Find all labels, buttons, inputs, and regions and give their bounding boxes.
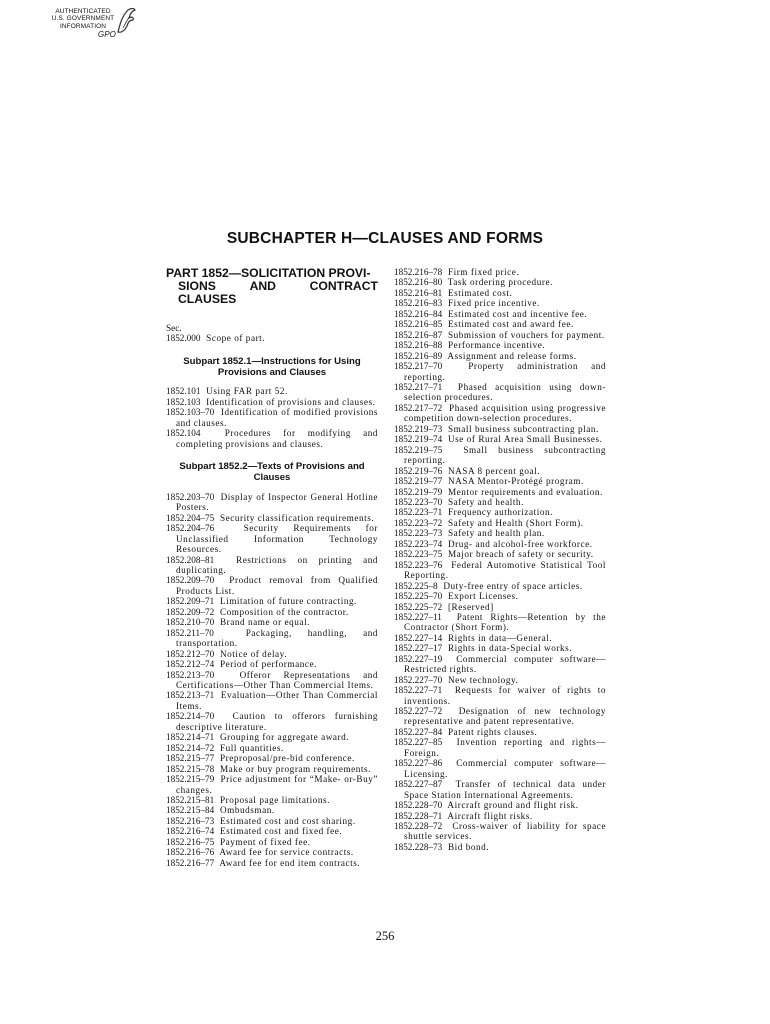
section-title: Frequency authorization. [447,507,553,518]
part-title-line-3: CLAUSES [178,292,237,307]
section-title: Display of Inspector General Hotline Posters. [176,491,378,513]
section-number: 1852.216–85 [394,319,443,330]
section-number: 1852.216–76 [166,847,215,858]
toc-entry [394,403,606,424]
section-title: Security classification requirements. [219,512,375,523]
section-title: Composition of the contractor. [219,606,349,617]
section-title: Limitation of future contracting. [219,596,357,607]
section-title: Product removal from Qualified Products List. [176,575,378,596]
section-number: 1852.215–81 [166,795,215,805]
section-number: 1852.223–71 [394,507,443,518]
section-title: Caution to offerors furnishing descriptive literature. [176,711,379,732]
toc-entry [166,407,378,428]
section-number: 1852.210–70 [166,617,215,628]
toc-entry [394,612,606,633]
section-title: NASA 8 percent goal. [447,465,541,476]
section-title: Duty-free entry of space articles. [443,580,583,591]
subpart-2-entries-left [166,492,378,868]
toc-entry [394,445,606,466]
section-number: 1852.223–75 [394,549,443,560]
section-number: 1852.228–71 [394,810,443,821]
gpo-logo-text [50,8,116,39]
logo-line-3: INFORMATION [59,22,107,30]
section-title: Period of performance. [219,659,317,670]
toc-entry [394,800,606,810]
section-title: Commercial computer software—Licensing. [404,758,606,779]
toc-entry [166,711,378,732]
page-number: 256 [375,929,395,943]
section-title: Transfer of technical data under Space Station International Agreements. [404,779,606,800]
section-number: 1852.216–73 [166,815,215,826]
subchapter-title: SUBCHAPTER H—CLAUSES AND FORMS [226,230,544,247]
section-title: Identification of provisions and clauses. [206,396,376,407]
section-title: Notice of delay. [219,648,288,659]
section-number: 1852.208–81 [166,554,215,565]
toc-entry [166,513,378,523]
section-number: 1852.227–85 [394,737,443,748]
sec-label: Sec. [166,322,182,333]
toc-entry [166,690,378,711]
section-title: Safety and Health (Short Form). [447,517,584,528]
toc-entry [166,397,378,407]
toc-entry [166,847,378,857]
toc-entry [166,428,378,449]
section-number: 1852.219–76 [394,465,443,476]
toc-entry [166,523,378,554]
section-number: 1852.223–76 [394,559,443,570]
part-title-line-1: PART 1852—SOLICITATION PROVI- [166,266,371,280]
section-number: 1852.227–72 [394,706,443,717]
section-number: 1852.213–70 [166,669,215,680]
section-number: 1852.209–71 [166,596,215,607]
toc-entry [394,288,606,298]
toc-entry-scope [166,333,378,343]
toc-entry [394,758,606,779]
section-title: Estimated cost and cost sharing. [219,815,356,826]
section-title: [Reserved] [447,601,494,612]
section-title: Packaging, handling, and transportation. [176,627,378,649]
section-title: NASA Mentor-Protégé program. [447,476,584,487]
section-title: Invention reporting and rights—Foreign. [404,737,606,758]
section-title: New technology. [447,674,519,685]
section-title: Aircraft flight risks. [447,810,533,821]
toc-entry [394,779,606,800]
section-title: Phased acquisition using down-selection procedures. [404,381,606,403]
section-number: 1852.204–76 [166,523,215,534]
section-number: 1852.216–88 [394,340,443,351]
toc-entry [394,507,606,517]
toc-entry [166,816,378,826]
toc-entry [166,826,378,836]
part-title-word-3: CONTRACT [309,279,378,294]
toc-entry [394,528,606,538]
toc-entry [166,555,378,576]
section-title: Requests for waiver of rights to inventions. [404,685,606,706]
section-number: 1852.216–77 [166,857,215,868]
logo-line-1: AUTHENTICATED [55,8,111,15]
section-number: 1852.228–73 [394,841,443,852]
section-number: 1852.225–70 [394,591,443,602]
toc-entry [166,774,378,795]
section-number: 1852.223–74 [394,538,443,549]
section-title: Use of Rural Area Small Businesses. [447,434,603,445]
section-number: 1852.209–72 [166,606,215,617]
section-title: Major breach of safety or security. [447,549,594,560]
part-title [166,267,378,307]
section-title: Phased acquisition using progressive competition down-selection procedures. [404,402,606,424]
section-title: Estimated cost and fixed fee. [219,826,343,837]
section-number: 1852.214–71 [166,732,215,743]
section-title: Estimated cost. [447,287,513,298]
section-title: Rights in data-Special works. [447,643,573,654]
section-title: Security Requirements for Unclassified Information Technology Resources. [176,523,378,555]
toc-entry [394,591,606,601]
toc-entry [394,842,606,852]
left-column [166,267,378,868]
toc-entry [394,560,606,581]
toc-entry [394,382,606,403]
toc-entry [166,732,378,742]
toc-entry [394,539,606,549]
section-title: Evaluation—Other Than Commercial Items. [176,690,378,711]
section-number: 1852.213–71 [166,690,215,701]
toc-entry [166,795,378,805]
section-title: Small business subcontracting reporting. [404,444,606,466]
toc-entry [166,753,378,763]
section-number: 1852.216–81 [394,287,443,298]
section-number: 1852.219–77 [394,476,443,487]
section-title: Award fee for end item contracts. [219,857,361,868]
toc-entry [166,617,378,627]
toc-entry [394,811,606,821]
section-number: 1852.217–71 [394,381,443,392]
section-title: Award fee for service contracts. [219,847,354,858]
toc-entry [394,549,606,559]
toc-entry [166,628,378,649]
section-title: Ombudsman. [219,805,275,816]
section-number: 1852.227–14 [394,632,443,643]
section-number: 1852.227–17 [394,643,443,654]
section-title: Scope of part. [206,333,266,344]
section-title: Task ordering procedure. [447,277,553,288]
toc-entry [166,649,378,659]
section-number: 1852.219–74 [394,434,443,445]
toc-entry [166,837,378,847]
part-title-word-1: SIONS [178,279,216,294]
section-title: Brand name or equal. [219,617,311,628]
section-number: 1852.225–8 [394,580,438,591]
section-number: 1852.215–84 [166,805,215,816]
section-number: 1852.103–70 [166,407,215,418]
section-title: Make or buy program requirements. [219,763,372,774]
section-number: 1852.223–70 [394,496,443,507]
toc-entry [394,466,606,476]
section-number: 1852.228–70 [394,800,443,811]
section-title: Grouping for aggregate award. [219,732,350,743]
section-title: Cross-waiver of liability for space shuttle services. [404,821,606,842]
section-number: 1852.204–75 [166,512,215,523]
logo-line-2: U.S. GOVERNMENT [51,15,115,23]
section-title: Payment of fixed fee. [219,836,311,847]
section-number: 1852.219–79 [394,486,443,497]
section-number: 1852.227–19 [394,653,443,664]
toc-entry [394,330,606,340]
toc-entry [394,424,606,434]
toc-entry [394,581,606,591]
section-number: 1852.101 [166,386,201,397]
section-number: 1852.103 [166,396,201,407]
section-title: Federal Automotive Statistical Tool Reporting. [404,559,606,581]
toc-entry [166,492,378,513]
section-number: 1852.211–70 [166,627,214,638]
section-number: 1852.217–70 [394,361,443,372]
section-title: Price adjustment for “Make- or-Buy” changes. [176,774,378,795]
section-title: Estimated cost and incentive fee. [447,308,588,319]
section-title: Mentor requirements and evaluation. [447,486,603,497]
section-title: Restrictions on printing and duplicating. [176,554,378,576]
section-number: 1852.215–78 [166,763,215,774]
section-title: Rights in data—General. [447,632,553,643]
section-number: 1852.214–72 [166,742,215,753]
toc-entry [394,267,606,277]
section-number: 1852.203–70 [166,491,215,502]
toc-entry [394,518,606,528]
section-number: 1852.215–77 [166,753,215,764]
section-title: Procedures for modifying and completing provisions and clauses. [176,428,378,449]
section-number: 1852.216–87 [394,329,443,340]
section-number: 1852.227–70 [394,674,443,685]
section-number: 1852.212–74 [166,659,215,670]
section-number: 1852.227–11 [394,611,442,622]
toc-entry [166,805,378,815]
toc-entry [394,487,606,497]
toc-entry [166,575,378,596]
eagle-seal-icon [114,6,136,36]
section-number: 1852.216–74 [166,826,215,837]
subpart-1-heading: Subpart 1852.1—Instructions for Using Provisions and Clauses [183,355,361,378]
section-number: 1852.104 [166,428,201,439]
toc-entry [394,497,606,507]
section-number: 1852.216–83 [394,298,443,309]
toc-entry [394,340,606,350]
section-number: 1852.215–79 [166,774,215,785]
section-title: Using FAR part 52. [206,386,288,397]
subpart-2-heading: Subpart 1852.2—Texts of Provisions and Clauses [179,461,365,484]
toc-entry [394,685,606,706]
section-number: 1852.228–72 [394,821,443,832]
toc-entry [394,476,606,486]
gpo-authentication-logo [50,4,150,48]
section-number: 1852.216–78 [394,267,443,277]
section-number: 1852.209–70 [166,575,215,586]
toc-entry [394,643,606,653]
toc-entry [394,737,606,758]
section-number: 1852.216–80 [394,277,443,288]
toc-entry [394,309,606,319]
toc-entry [394,434,606,444]
section-number: 1852.227–84 [394,726,443,737]
section-title: Aircraft ground and flight risk. [447,800,579,811]
part-title-word-2: AND [249,279,276,294]
section-title: Safety and health. [447,496,524,507]
section-title: Commercial computer software—Restricted rights. [404,653,606,675]
section-title: Fixed price incentive. [447,298,540,309]
toc-entry [166,858,378,868]
toc-entry [166,764,378,774]
section-number: 1852.216–75 [166,836,215,847]
section-title: Performance incentive. [447,340,546,351]
section-number: 1852.219–75 [394,444,443,455]
section-title: Offeror Representations and Certifications—Other Than Commercial Items. [176,669,378,691]
section-title: Full quantities. [219,742,284,753]
section-number: 1852.219–73 [394,423,443,434]
toc-entry [394,298,606,308]
subpart-1-entries [166,386,378,449]
toc-entry [166,386,378,396]
toc-entry [394,727,606,737]
toc-entry [394,277,606,287]
subpart-2-entries-right [394,267,606,852]
toc-entry [166,596,378,606]
section-number: 1852.000 [166,333,201,344]
section-title: Submission of vouchers for payment. [447,329,605,340]
section-title: Small business subcontracting plan. [447,423,599,434]
toc-entry [394,675,606,685]
toc-entry [166,743,378,753]
section-title: Patent Rights—Retention by the Contractor (Short Form). [404,611,606,633]
section-number: 1852.223–72 [394,517,443,528]
section-title: Patent rights clauses. [447,726,538,737]
section-title: Firm fixed price. [447,267,520,277]
section-title: Proposal page limitations. [219,795,330,805]
section-title: Preproposal/pre-bid conference. [219,753,355,764]
section-number: 1852.225–72 [394,601,443,612]
toc-entry [394,821,606,842]
toc-entry [394,319,606,329]
section-number: 1852.223–73 [394,528,443,539]
section-title: Property administration and reporting. [404,361,606,382]
section-number: 1852.217–72 [394,402,443,413]
section-number: 1852.214–70 [166,711,215,722]
toc-entry [166,659,378,669]
section-title: Drug- and alcohol-free workforce. [447,538,593,549]
toc-entry [394,633,606,643]
toc-entry [394,361,606,382]
section-number: 1852.227–86 [394,758,443,769]
toc-entry [394,706,606,727]
toc-entry [394,654,606,675]
toc-entry [394,351,606,361]
section-title: Identification of modified provisions and clauses. [176,407,378,428]
logo-agency: GPO [97,30,116,40]
section-title: Estimated cost and award fee. [447,319,574,330]
section-title: Designation of new technology representative and patent representative. [404,706,606,727]
toc-entry [166,607,378,617]
section-title: Export Licenses. [447,591,519,602]
section-title: Safety and health plan. [447,528,545,539]
section-number: 1852.216–89 [394,350,443,361]
section-number: 1852.212–70 [166,648,215,659]
toc-entry [166,670,378,691]
section-number: 1852.216–84 [394,308,443,319]
section-number: 1852.227–71 [394,685,443,696]
toc-entry [394,602,606,612]
section-title: Bid bond. [447,841,490,852]
section-number: 1852.227–87 [394,779,443,790]
section-title: Assignment and release forms. [447,350,577,361]
right-column [394,267,606,852]
